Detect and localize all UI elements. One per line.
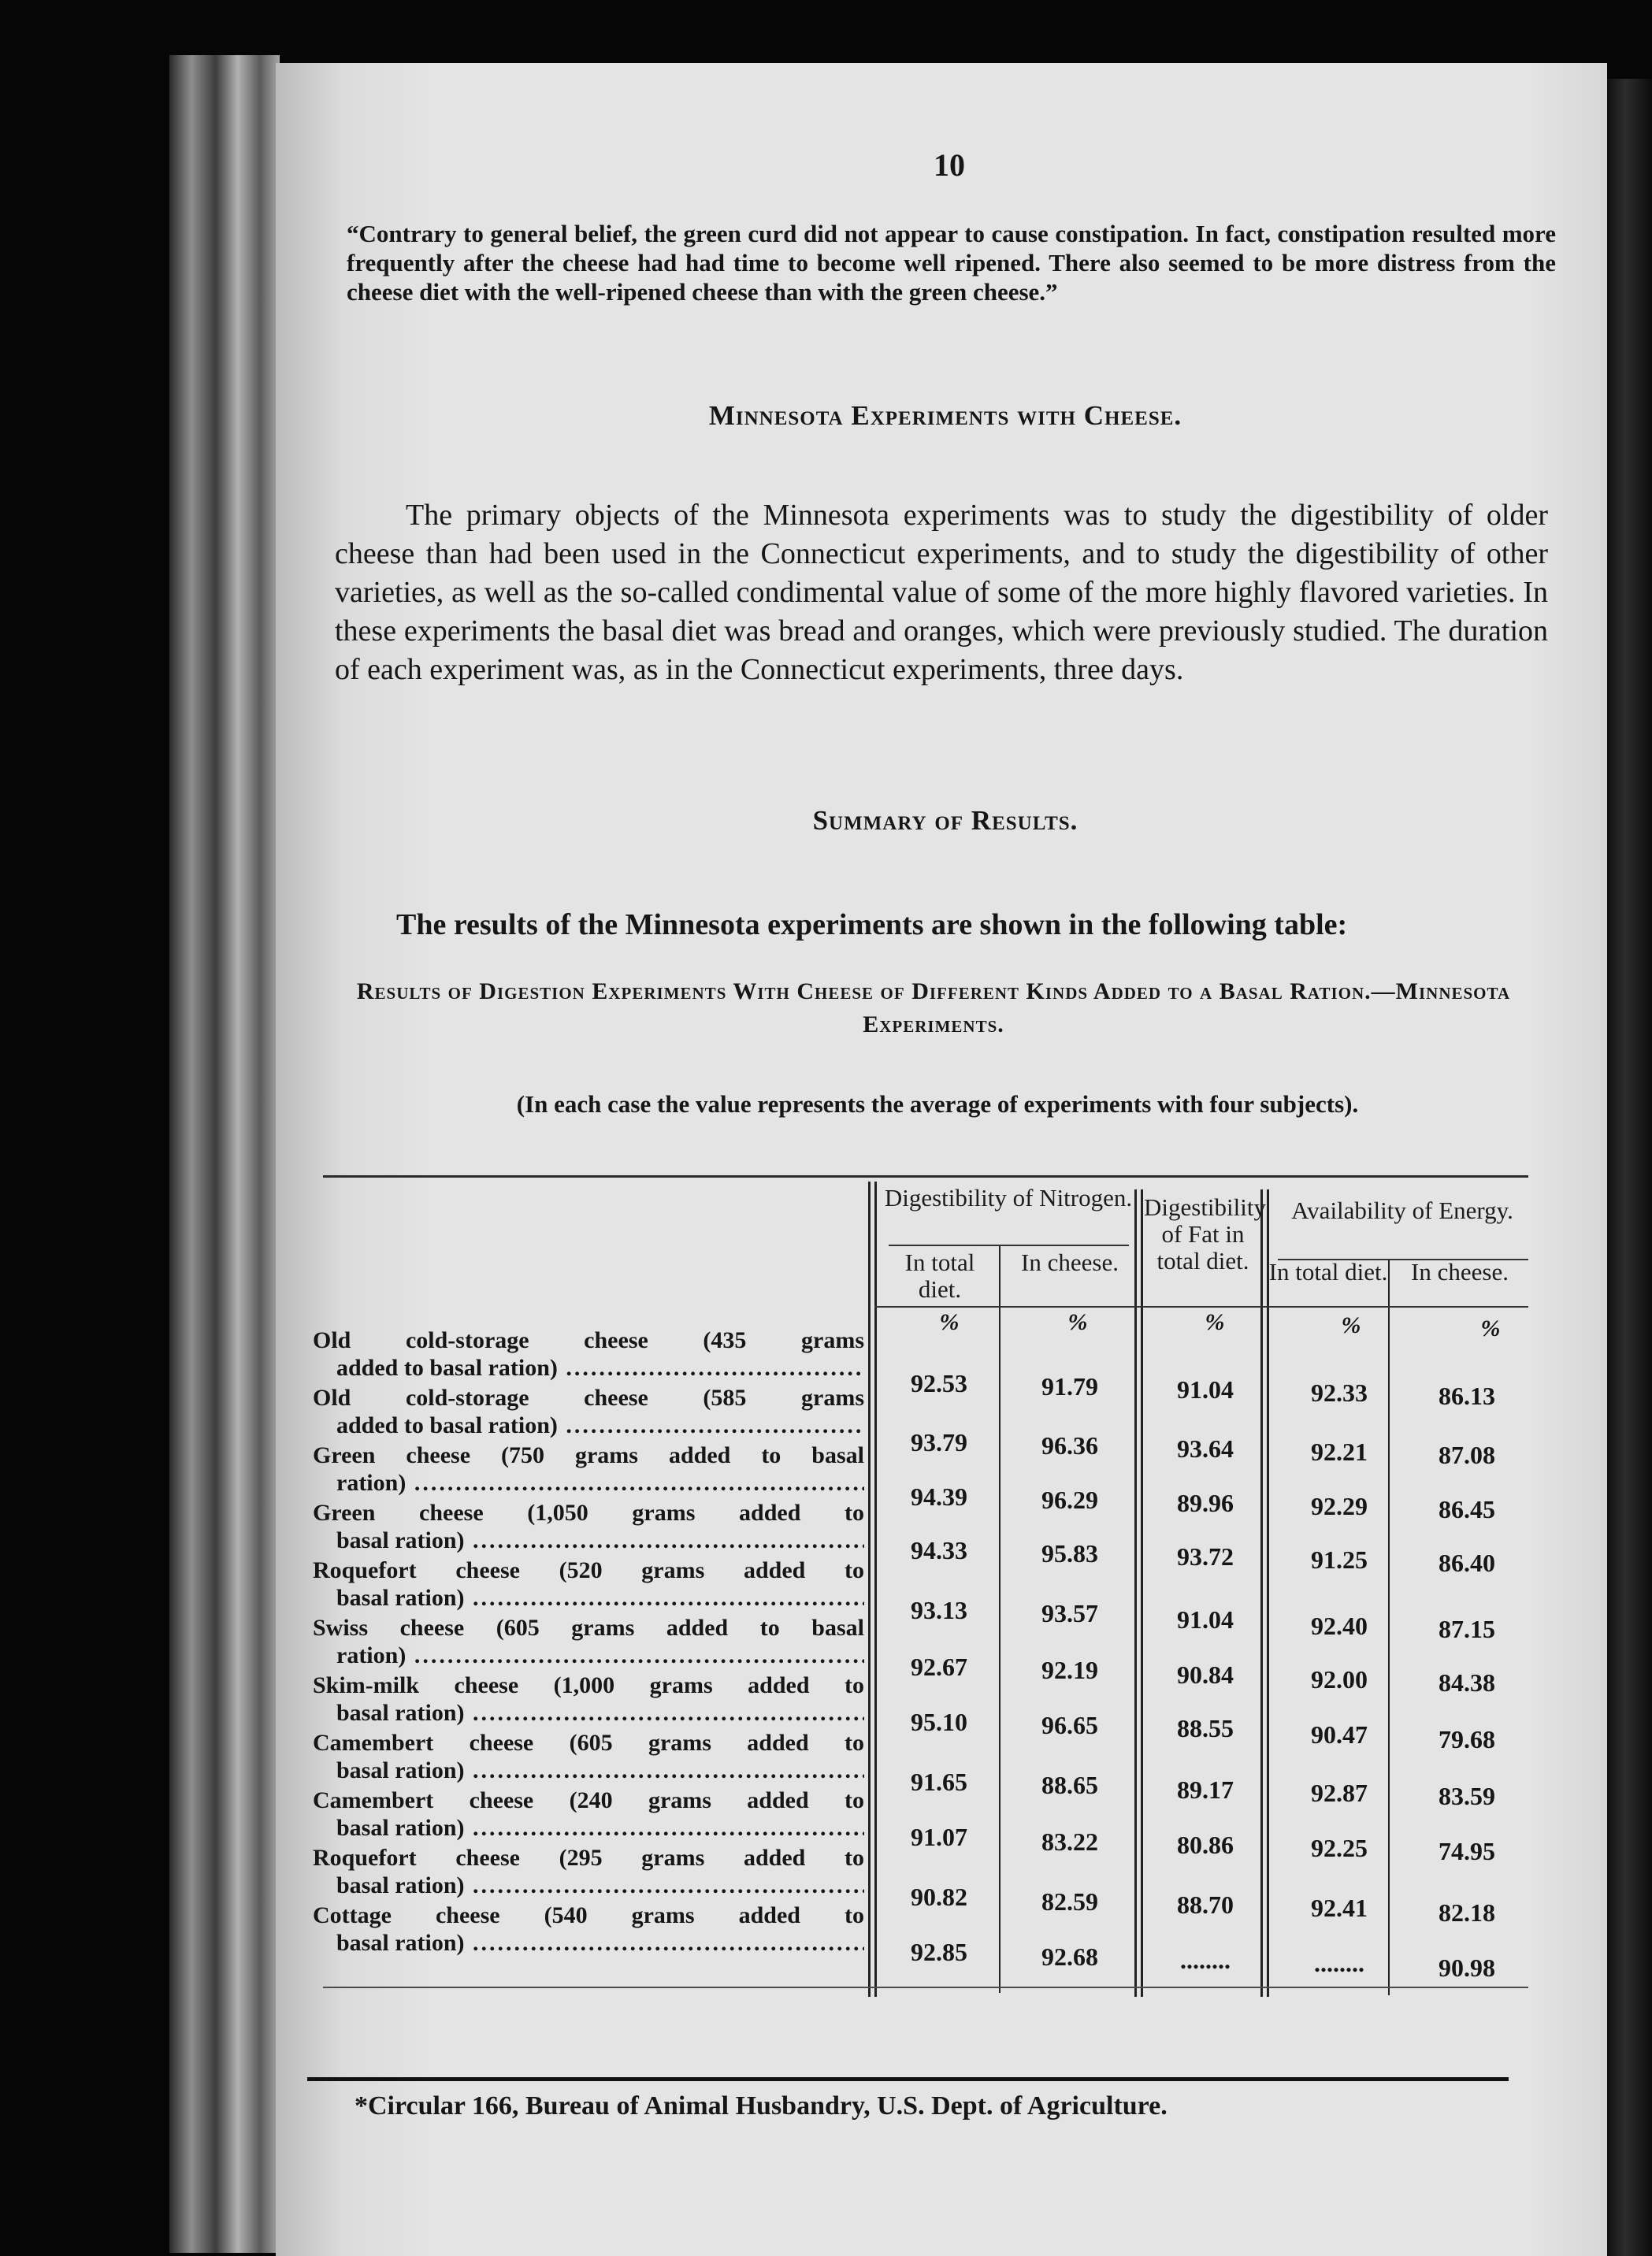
- cell-fat: 93.72: [1177, 1542, 1234, 1571]
- row-label-line-2: basal ration) .....: [313, 1527, 864, 1554]
- cell-energy-cheese: 79.68: [1439, 1725, 1495, 1753]
- cell-nitrogen-cheese: 82.59: [1041, 1887, 1098, 1916]
- page-number: 10: [934, 147, 965, 183]
- cell-energy-cheese: 86.13: [1439, 1382, 1495, 1410]
- table-vrule: [1134, 1189, 1137, 1997]
- cell-nitrogen-cheese: 95.83: [1041, 1539, 1098, 1568]
- quoted-passage: “Contrary to general belief, the green curd did not appear to cause constipation. In fact, constipation resulted more frequently after the cheese had had time to become well ripened. There also seemed to be more distress from the cheese diet with the well-ripened cheese than with the green cheese.”: [347, 220, 1556, 306]
- cell-fat: 91.04: [1177, 1605, 1234, 1634]
- cell-energy-total: ........: [1314, 1949, 1364, 1977]
- row-label-line-2: basal ration) .....: [313, 1814, 864, 1842]
- cell-nitrogen-total: 93.79: [911, 1428, 967, 1456]
- intro-sentence: The results of the Minnesota experiments are shown in the following table:: [396, 908, 1348, 941]
- row-label-line-1: Cottage cheese (540 grams added to: [313, 1902, 864, 1928]
- cell-energy-cheese: 83.59: [1439, 1782, 1495, 1810]
- table-row-label: [313, 1384, 864, 1439]
- book-spine-edge: [169, 55, 280, 2253]
- row-label-line-1: Camembert cheese (605 grams added to: [313, 1730, 864, 1756]
- row-label-line-1: Green cheese (1,050 grams added to: [313, 1500, 864, 1526]
- cell-fat: 89.17: [1177, 1775, 1234, 1804]
- cell-nitrogen-cheese: 88.65: [1041, 1771, 1098, 1799]
- cell-fat: 88.55: [1177, 1714, 1234, 1742]
- cell-energy-total: 92.40: [1311, 1612, 1368, 1640]
- cell-energy-cheese: 84.38: [1439, 1668, 1495, 1697]
- cell-nitrogen-total: 91.65: [911, 1768, 967, 1796]
- cell-energy-cheese: 86.40: [1439, 1549, 1495, 1577]
- section-heading-summary: Summary of Results.: [812, 805, 1078, 836]
- table-row-label: [313, 1499, 864, 1554]
- row-label-line-2: ration) .....: [313, 1642, 864, 1669]
- header-rule: [874, 1306, 1528, 1308]
- row-label-line-1: Roquefort cheese (295 grams added to: [313, 1845, 864, 1871]
- row-label-line-1: Swiss cheese (605 grams added to basal: [313, 1615, 864, 1641]
- table-row-label: [313, 1729, 864, 1784]
- cell-nitrogen-cheese: 92.68: [1041, 1942, 1098, 1971]
- cell-energy-total: 91.25: [1311, 1545, 1368, 1574]
- cell-energy-cheese: 86.45: [1439, 1495, 1495, 1523]
- table-bottom-rule: [323, 1987, 1528, 1988]
- table-vrule: [874, 1182, 877, 1997]
- row-label-line-2: added to basal ration) .....: [313, 1412, 864, 1439]
- cell-energy-total: 92.21: [1311, 1438, 1368, 1466]
- unit-label: %: [1341, 1312, 1361, 1338]
- cell-fat: 80.86: [1177, 1831, 1234, 1859]
- footnote-rule: [307, 2077, 1509, 2081]
- cell-energy-total: 92.29: [1311, 1492, 1368, 1520]
- cell-energy-cheese: 90.98: [1439, 1954, 1495, 1982]
- table-row-label: [313, 1327, 864, 1382]
- header-rule: [889, 1245, 1129, 1246]
- cell-nitrogen-cheese: 91.79: [1041, 1372, 1098, 1401]
- cell-fat: 89.96: [1177, 1489, 1234, 1517]
- row-label-line-1: Camembert cheese (240 grams added to: [313, 1787, 864, 1813]
- table-vrule: [868, 1182, 871, 1997]
- cell-fat: 88.70: [1177, 1891, 1234, 1919]
- cell-nitrogen-cheese: 96.29: [1041, 1486, 1098, 1514]
- cell-energy-total: 90.47: [1311, 1720, 1368, 1749]
- table-row-label: [313, 1844, 864, 1899]
- row-label-line-2: basal ration) .....: [313, 1757, 864, 1784]
- table-row-label: [313, 1672, 864, 1727]
- header-energy: Availability of Energy.: [1291, 1197, 1513, 1224]
- unit-label: %: [1205, 1309, 1225, 1335]
- cell-nitrogen-total: 90.82: [911, 1883, 967, 1911]
- table-note: (In each case the value represents the average of experiments with four subjects).: [516, 1090, 1359, 1118]
- row-label-line-1: Green cheese (750 grams added to basal: [313, 1442, 864, 1468]
- cell-nitrogen-total: 94.33: [911, 1536, 967, 1564]
- cell-fat: ........: [1180, 1946, 1231, 1974]
- header-energy-cheese: In cheese.: [1411, 1258, 1509, 1286]
- cell-nitrogen-total: 95.10: [911, 1708, 967, 1736]
- table-row-label: [313, 1787, 864, 1842]
- section-heading-experiments: Minnesota Experiments with Cheese.: [708, 400, 1182, 431]
- cell-nitrogen-cheese: 83.22: [1041, 1827, 1098, 1856]
- header-nitrogen: Digestibility of Nitrogen.: [884, 1184, 1133, 1211]
- cell-nitrogen-total: 91.07: [911, 1823, 967, 1851]
- cell-fat: 91.04: [1177, 1375, 1234, 1404]
- table-row-label: [313, 1614, 864, 1669]
- cell-energy-cheese: 82.18: [1439, 1898, 1495, 1927]
- header-nitrogen-total: In total diet.: [904, 1249, 975, 1303]
- cell-energy-total: 92.00: [1311, 1665, 1368, 1694]
- cell-energy-cheese: 87.08: [1439, 1441, 1495, 1469]
- cell-fat: 90.84: [1177, 1660, 1234, 1689]
- cell-energy-total: 92.33: [1311, 1378, 1368, 1407]
- cell-nitrogen-total: 93.13: [911, 1596, 967, 1624]
- table-caption: Results of Digestion Experiments With Cheese of Different Kinds Added to a Basal Ration.—Minnesota Experiments.: [356, 978, 1511, 1037]
- row-label-line-1: Skim-milk cheese (1,000 grams added to: [313, 1672, 864, 1698]
- row-label-line-2: added to basal ration) .....: [313, 1354, 864, 1382]
- row-label-line-2: basal ration) .....: [313, 1872, 864, 1899]
- unit-label: %: [1067, 1309, 1088, 1335]
- unit-label: %: [1480, 1315, 1501, 1341]
- table-vrule: [1267, 1189, 1269, 1997]
- cell-nitrogen-cheese: 96.65: [1041, 1711, 1098, 1739]
- row-label-line-1: Roquefort cheese (520 grams added to: [313, 1557, 864, 1583]
- row-label-line-1: Old cold-storage cheese (435 grams: [313, 1327, 864, 1353]
- header-energy-total: In total diet.: [1268, 1258, 1388, 1286]
- footnote: *Circular 166, Bureau of Animal Husbandry, U.S. Dept. of Agriculture.: [355, 2091, 1168, 2121]
- cell-nitrogen-total: 94.39: [911, 1482, 967, 1511]
- cell-energy-cheese: 87.15: [1439, 1615, 1495, 1643]
- row-label-line-2: basal ration) .....: [313, 1929, 864, 1957]
- table-row-label: [313, 1442, 864, 1497]
- cell-nitrogen-total: 92.85: [911, 1938, 967, 1966]
- cell-energy-total: 92.25: [1311, 1834, 1368, 1862]
- cell-nitrogen-cheese: 93.57: [1041, 1599, 1098, 1627]
- row-label-line-2: ration) .....: [313, 1469, 864, 1497]
- unit-label: %: [939, 1309, 960, 1335]
- cell-nitrogen-total: 92.67: [911, 1653, 967, 1681]
- table-vrule: [1141, 1189, 1143, 1997]
- table-top-rule: [323, 1175, 1528, 1178]
- cell-nitrogen-cheese: 92.19: [1041, 1656, 1098, 1684]
- table-row-label: [313, 1902, 864, 1957]
- row-label-line-1: Old cold-storage cheese (585 grams: [313, 1385, 864, 1411]
- cell-energy-total: 92.41: [1311, 1894, 1368, 1922]
- row-label-line-2: basal ration) .....: [313, 1699, 864, 1727]
- cell-energy-total: 92.87: [1311, 1779, 1368, 1807]
- cell-fat: 93.64: [1177, 1434, 1234, 1463]
- cell-nitrogen-total: 92.53: [911, 1369, 967, 1397]
- cell-energy-cheese: 74.95: [1439, 1837, 1495, 1865]
- row-label-line-2: basal ration) .....: [313, 1584, 864, 1612]
- header-nitrogen-cheese: In cheese.: [1021, 1249, 1119, 1276]
- cell-nitrogen-cheese: 96.36: [1041, 1431, 1098, 1460]
- body-paragraph: The primary objects of the Minnesota experiments was to study the digestibility of older cheese than had been used in the Connecticut experiments, and to study the digestibility of other varieties, as well as the so-called condimental value of some of the more highly flavored varieties. In these experiments the basal diet was bread and oranges, which were previously studied. The duration of each experiment was, as in the Connecticut experiments, three days.: [335, 499, 1548, 686]
- table-vrule: [1260, 1189, 1263, 1997]
- table-row-label: [313, 1557, 864, 1612]
- header-fat: Digestibility of Fat in total diet.: [1144, 1193, 1266, 1275]
